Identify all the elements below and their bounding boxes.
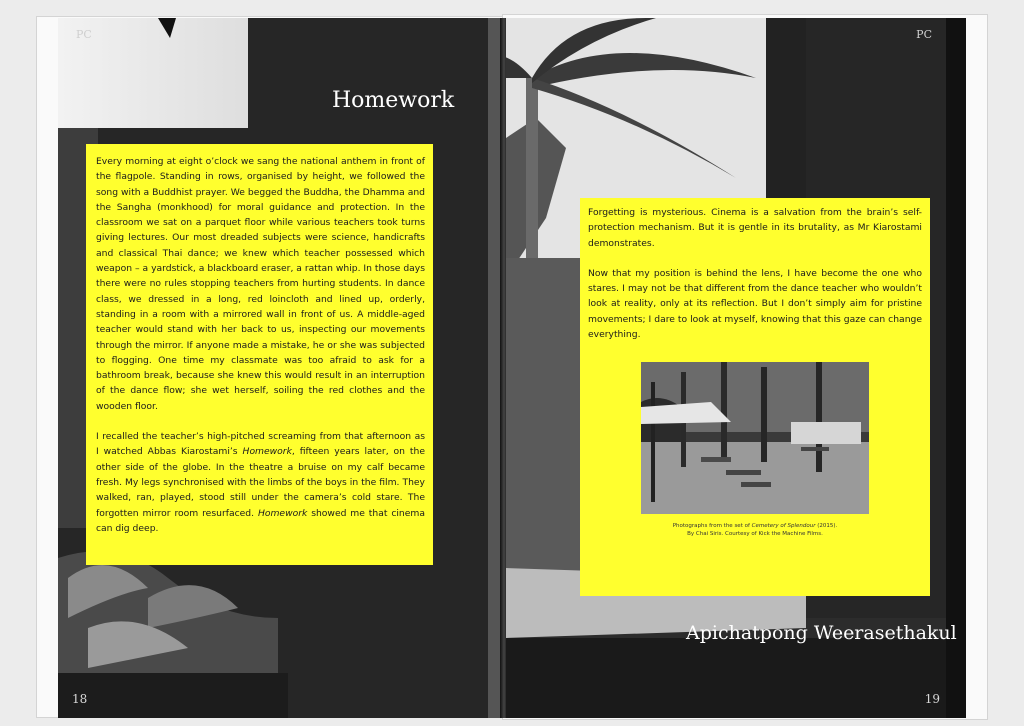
film-still-photo [641, 362, 869, 514]
page-number: 18 [72, 692, 88, 706]
page-number: 19 [924, 692, 940, 706]
running-header: PC [916, 28, 932, 41]
body-paragraph: Forgetting is mysterious. Cinema is a salvation from the brain’s self-protection mechanism. But it is gentle in its brutality, as Mr Kiarostami demonstrates. [588, 207, 922, 249]
film-title: Homework [257, 507, 308, 519]
book-spread [36, 12, 988, 718]
left-text-block [86, 144, 433, 565]
left-page [58, 18, 502, 718]
photo-caption: Photographs from the set of Cemetery of Splendour (2015). By Chai Siris. Courtesy of Kick the Machine Films. [672, 523, 838, 538]
body-paragraph: Now that my position is behind the lens, I have become the one who stares. I may not be that different from the dance teacher who wouldn’t look at reality, only at its reflection. But I don’t simply aim for pristine movements; I dare to look at myself, knowing that this gaze can change everything. [588, 267, 922, 341]
film-title: Homework [242, 446, 292, 458]
right-text-block [580, 198, 930, 596]
article-title: Homework [332, 88, 455, 113]
body-paragraph: I recalled the teacher’s high-pitched screaming from that afternoon as I watched Abbas Kiarostami’s Homework, fifteen years later, on the other side of the globe. In the theatre a bruise on my calf became fresh. My legs synchronised with the limbs of the boys in the film. They walked, ran, played, stood still under the camera’s cold stare. The forgotten mirror room resurfaced. Homework showed me that cinema can dig deep. [96, 431, 425, 534]
right-page [506, 18, 966, 718]
running-header: PC [76, 28, 92, 41]
author-name: Apichatpong Weerasethakul [686, 622, 957, 644]
body-paragraph: Every morning at eight o’clock we sang the national anthem in front of the flagpole. Standing in rows, organised by height, we followed the song with a Buddhist prayer. We begged the Buddha, the Dhamma and the Sangha (monkhood) for moral guidance and protection. In the classroom we sat on a parquet floor while various teachers took turns giving lectures. Our most dreaded subjects were science, handicrafts and classical Thai dance; we knew which teacher possessed which weapon – a yardstick, a blackboard eraser, a rattan whip. In those days there were no rules stopping teachers from hurting students. In dance class, we dressed in a long, red loincloth and lined up, orderly, standing in a room with a mirrored wall in front of us. A middle-aged teacher would stand with her back to us, inspecting our movements through the mirror. If anyone made a mistake, he or she was subjected to flogging. One time my classmate was too afraid to ask for a bathroom break, because she knew this would result in an interruption of the dance flow; she wet herself, soiling the red clothes and the wooden floor. [96, 156, 425, 412]
